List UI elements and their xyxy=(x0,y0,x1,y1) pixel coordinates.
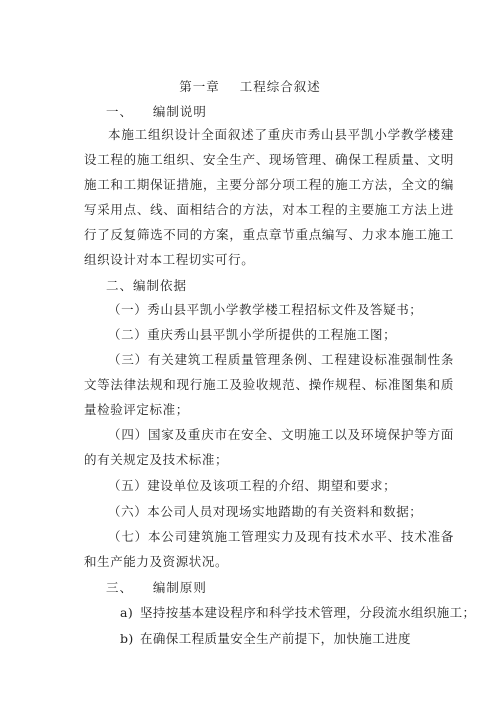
section-heading-1: 一、 编制说明 xyxy=(106,104,207,119)
basis-item-5: （五）建设单位及该项工程的介绍、期望和要求； xyxy=(108,478,397,493)
chapter-title: 第一章 工程综合叙述 xyxy=(179,79,321,94)
list-marker: a) xyxy=(120,605,134,620)
principle-item-b xyxy=(120,629,411,647)
basis-item-3: （三）有关建筑工程质量管理条例、工程建设标准强制性条文等法律法规和现行施工及验收规范、操作规程、标准图集和质量检验评定标准； xyxy=(84,352,454,417)
basis-item-7: （七）本公司建筑施工管理实力及现有技术水平、技术准备和生产能力及资源状况。 xyxy=(84,529,454,569)
list-item-text: 坚持按基本建设程序和科学技术管理，分段流水组织施工； xyxy=(140,605,476,620)
section-heading-3: 三、 编制原则 xyxy=(106,580,207,595)
list-marker: b) xyxy=(120,631,134,646)
basis-item-1: （一）秀山县平凯小学教学楼工程招标文件及答疑书； xyxy=(108,302,423,317)
section-heading-2: 二、编制依据 xyxy=(106,278,188,293)
list-item-text: 在确保工程质量安全生产前提下，加快施工进度 xyxy=(140,631,411,646)
basis-item-6: （六）本公司人员对现场实地踏勘的有关资料和数据； xyxy=(108,504,423,519)
section-1-paragraph: 本施工组织设计全面叙述了重庆市秀山县平凯小学教学楼建设工程的施工组织、安全生产、现场管理、确保工程质量、文明施工和工期保证措施，主要分部分项工程的施工方法，全文的编写采用点、线、面相结合的方法，对本工程的主要施工方法上进行了反复筛选不同的方案，重点章节重点编写、力求本施工施工组织设计对本工程切实可行。 xyxy=(84,127,454,267)
basis-item-4: （四）国家及重庆市在安全、文明施工以及环境保护等方面的有关规定及技术标准； xyxy=(84,427,454,467)
principle-item-a xyxy=(120,603,475,621)
basis-item-2: （二）重庆秀山县平凯小学所提供的工程施工图； xyxy=(108,327,397,342)
